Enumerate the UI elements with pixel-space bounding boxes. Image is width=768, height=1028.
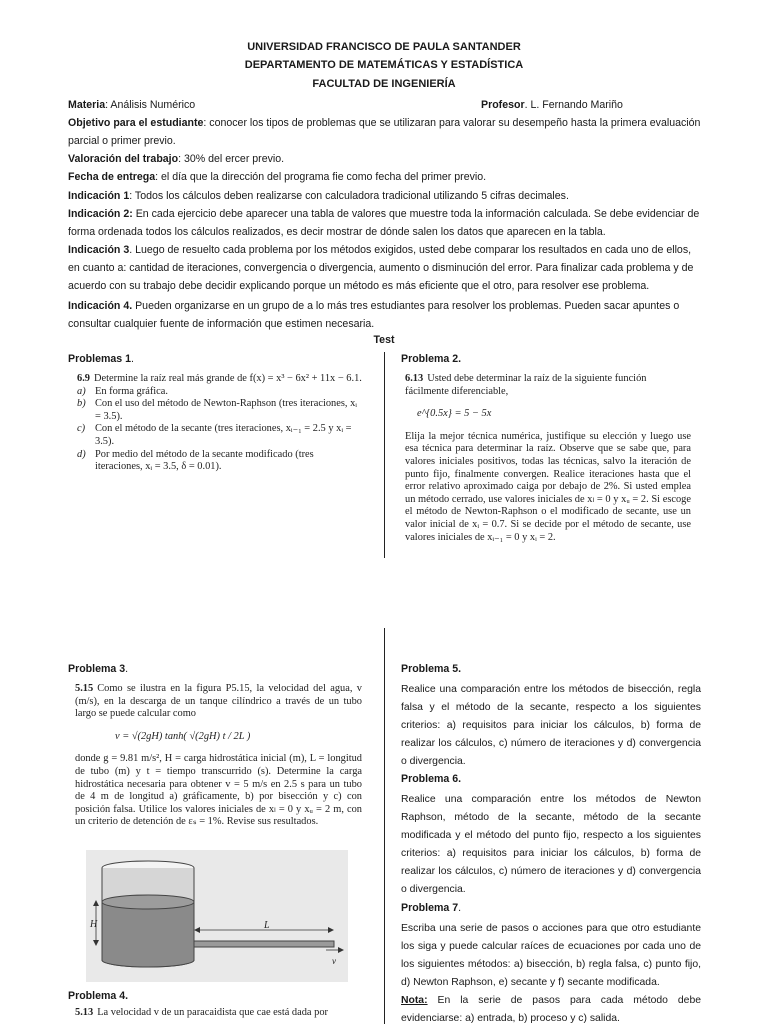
fecha-label: Fecha de entrega (68, 171, 156, 183)
indicacion-1-text: : Todos los cálculos deben realizarse con calculadora tradicional utilizando 5 cifras decimales. (129, 190, 569, 202)
materia-value: : Análisis Numérico (105, 99, 196, 111)
objetivo-value: : conocer los tipos de problemas que se utilizaran para valorar su desempeño hasta la primera evaluación parcial o primer previo. (68, 117, 701, 147)
problema-1-statement: 6.9 Determine la raíz real más grande de f(x) = x³ − 6x² + 11x − 6.1. a) En forma gráfica. b) Con el uso del método de Newton-Raphson (tres iteraciones, xᵢ = 3.5). c) Con el método de la secante (tres iteraciones, xᵢ₋₁ = 2.5 y xᵢ = 3.5). d) Por medio del método de la secante modificado (tres iteraciones, xᵢ = 3.5, δ = 0.01). (77, 373, 362, 473)
problema-2-equation: e^{0.5x} = 5 − 5x (417, 408, 492, 420)
problema-1-title: Problemas 1. (68, 353, 134, 365)
indicacion-3 (68, 241, 702, 295)
problema-6-text: Realice una comparación entre los métodos de Newton Raphson, método de la secante, método de la secante modificada y el método del punto fijo, respecto a los siguientes criterios: a) requisitos para iniciar los cálculos, b) forma de realizar los cálculos, c) número de iteraciones y d) convergencia o divergencia. (401, 794, 701, 895)
materia-label: Materia (68, 99, 106, 111)
fig-label-l: L (264, 920, 270, 931)
indicacion-2 (68, 205, 702, 241)
problema-3-body: donde g = 9.81 m/s², H = carga hidrostática inicial (m), L = longitud de tubo (m) y t = tiempo transcurrido (s). Determine la carga hidrostática necesaria para obtener v = 5 m/s en 2.5 s para un tubo de 4 m de longitud a) gráficamente, b) por bisección y c) con posición falsa. Utilice los valores iniciales de xₗ = 0 y xᵤ = 2 m, con un criterio de detención de εₛ = 1%. Revise sus resultados. (75, 753, 362, 828)
problema-1-item-d: d) Por medio del método de la secante modificado (tres iteraciones, xᵢ = 3.5, δ = 0.01). (77, 448, 314, 473)
valoracion-label: Valoración del trabajo (68, 153, 179, 165)
indicacion-4-text: Pueden organizarse en un grupo de a lo más tres estudiantes para resolver los problemas. Pueden sacar apuntes o consultar cualquier fuente de información que estimen necesaria. (68, 300, 680, 330)
tank-diagram (86, 850, 348, 982)
indicacion-4-label: Indicación 4. (68, 300, 133, 312)
problema-1-item-c: c) Con el método de la secante (tres iteraciones, xᵢ₋₁ = 2.5 y xᵢ = 3.5). (77, 423, 352, 447)
problema-2-title: Problema 2. (401, 353, 462, 365)
tank-figure (86, 850, 348, 982)
problema-7-text: Escriba una serie de pasos o acciones para que otro estudiante los siga y puede calcular raíces de ecuaciones por cada uno de los siguientes métodos: a) bisección, b) regla falsa, c) punto fijo, d) Newton Raphson, e) secante y f) secante modificada. (401, 923, 701, 988)
problema-3-statement: 5.15 Como se ilustra en la figura P5.15, la velocidad del agua, v (m/s), en la descarga de un tanque cilíndrico a través de un tubo largo se puede calcular como v = √(2gH) tanh( √(2gH) t / 2L ) donde g = 9.81 m/s², H = carga hidrostática inicial (m), L = longitud de tubo (m) y t = tiempo transcurrido (s). Determine la carga hidrostática necesaria para obtener v = 5 m/s en 2.5 s para un tubo de 4 m de longitud a) gráficamente, b) por bisección y c) con posición falsa. Utilice los valores iniciales de xₗ = 0 y xᵤ = 2 m, con un criterio de detención de εₛ = 1%. Revise sus resultados. (75, 683, 362, 828)
problema-7-nota (401, 992, 701, 1028)
problema-1-item-b: b) Con el uso del método de Newton-Raphson (tres iteraciones, xᵢ = 3.5). (77, 398, 357, 422)
objetivo-paragraph (68, 114, 702, 150)
problema-3-title: Problema 3. (68, 663, 129, 675)
problema-2-statement: 6.13 Usted debe determinar la raíz de la siguiente función fácilmente diferenciable, e^{0.5x} = 5 − 5x Elija la mejor técnica numérica, justifique su elección y luego use esa técnica para determinar la raíz. Observe que se sabe que, para valores iniciales positivos, todas las técnicas, salvo la iteración de punto fijo, finalmente convergen. Realice iteraciones hasta que el error relativo aproximado caiga por debajo de 2%. Si usted emplea un método cerrado, use valores iniciales de xₗ = 0 y xᵤ = 2. Si escoge el método de Newton-Raphson o el modificado de secante, use un valor inicial de xᵢ = 0.7. Si se decide por el método de secante, use valores iniciales de xᵢ₋₁ = 0 y xᵢ = 2. (405, 373, 691, 543)
profesor-line (481, 96, 623, 114)
fig-label-v: v (332, 956, 336, 966)
problema-7-title: Problema 7. (401, 902, 462, 914)
department-title: DEPARTAMENTO DE MATEMÁTICAS Y ESTADÍSTICA (244, 59, 524, 71)
fecha-line (68, 168, 702, 186)
problema-3-equation: v = √(2gH) tanh( √(2gH) t / 2L ) (115, 730, 251, 742)
column-divider-bottom (384, 628, 385, 1024)
problema-4-title: Problema 4. (68, 990, 129, 1002)
indicacion-3-text: . Luego de resuelto cada problema por los métodos exigidos, usted debe comparar los resultados en cada uno de ellos, en cuanto a: cantidad de iteraciones, convergencia o divergencia, aumento o disminución del error. Para finalizar cada problema y de acuerdo con su trabajo debe decidir explicando porque un método es más eficiente que el otro, para resolver ese problema. (68, 244, 694, 292)
valoracion-line (68, 150, 702, 168)
profesor-label: Profesor (481, 99, 525, 111)
column-divider-top (384, 352, 385, 558)
problema-4-statement: 5.13 La velocidad v de un paracaidista que cae está dada por (75, 1007, 328, 1018)
problema-6-title: Problema 6. (401, 773, 462, 785)
faculty-title: FACULTAD DE INGENIERÍA (312, 78, 456, 90)
test-title: Test (373, 334, 395, 346)
nota-label: Nota: (401, 995, 428, 1006)
indicacion-2-text: En cada ejercicio debe aparecer una tabla de valores que muestre toda la información calculada. Se debe evidenciar de forma ordenada todos los cálculos realizados, es decir mostrar de dónde salen los datos que aparecen en la tabla. (68, 208, 700, 238)
indicacion-3-label: Indicación 3 (68, 244, 130, 256)
problema-5-title: Problema 5. (401, 663, 462, 675)
indicacion-4 (68, 297, 702, 333)
problema-5-text: Realice una comparación entre los métodos de bisección, regla falsa y el método de la secante, respecto a los siguientes criterios: a) requisitos para iniciar los cálculos, b) forma de realizar los cálculos, c) número de iteraciones y d) convergencia o divergencia. (401, 684, 701, 767)
valoracion-value: : 30% del ercer previo. (178, 153, 285, 165)
indicacion-1-label: Indicación 1 (68, 190, 130, 202)
fig-label-h: H (90, 919, 98, 930)
fecha-value: : el día que la dirección del programa fie como fecha del primer previo. (155, 171, 487, 183)
problema-1-item-a: a) En forma gráfica. (77, 385, 168, 397)
problema-2-body: Elija la mejor técnica numérica, justifique su elección y luego use esa técnica para determinar la raíz. Observe que se sabe que, para valores iniciales positivos, todas las técnicas, salvo la iteración de punto fijo, finalmente convergen. Realice iteraciones hasta que el error relativo aproximado caiga por debajo de 2%. Si usted emplea un método cerrado, use valores iniciales de xₗ = 0 y xᵤ = 2. Si escoge el método de Newton-Raphson o el modificado de secante, use un valor inicial de xᵢ = 0.7. Si se decide por el método de secante, use valores iniciales de xᵢ₋₁ = 0 y xᵢ = 2. (405, 430, 691, 543)
profesor-value: . L. Fernando Mariño (524, 99, 623, 111)
nota-text: En la serie de pasos para cada método debe evidenciarse: a) entrada, b) proceso y c) salida. (401, 995, 701, 1024)
indicacion-2-label: Indicación 2: (68, 208, 133, 220)
objetivo-label: Objetivo para el estudiante (68, 117, 204, 129)
indicacion-1 (68, 187, 702, 205)
university-title: UNIVERSIDAD FRANCISCO DE PAULA SANTANDER (247, 41, 521, 53)
